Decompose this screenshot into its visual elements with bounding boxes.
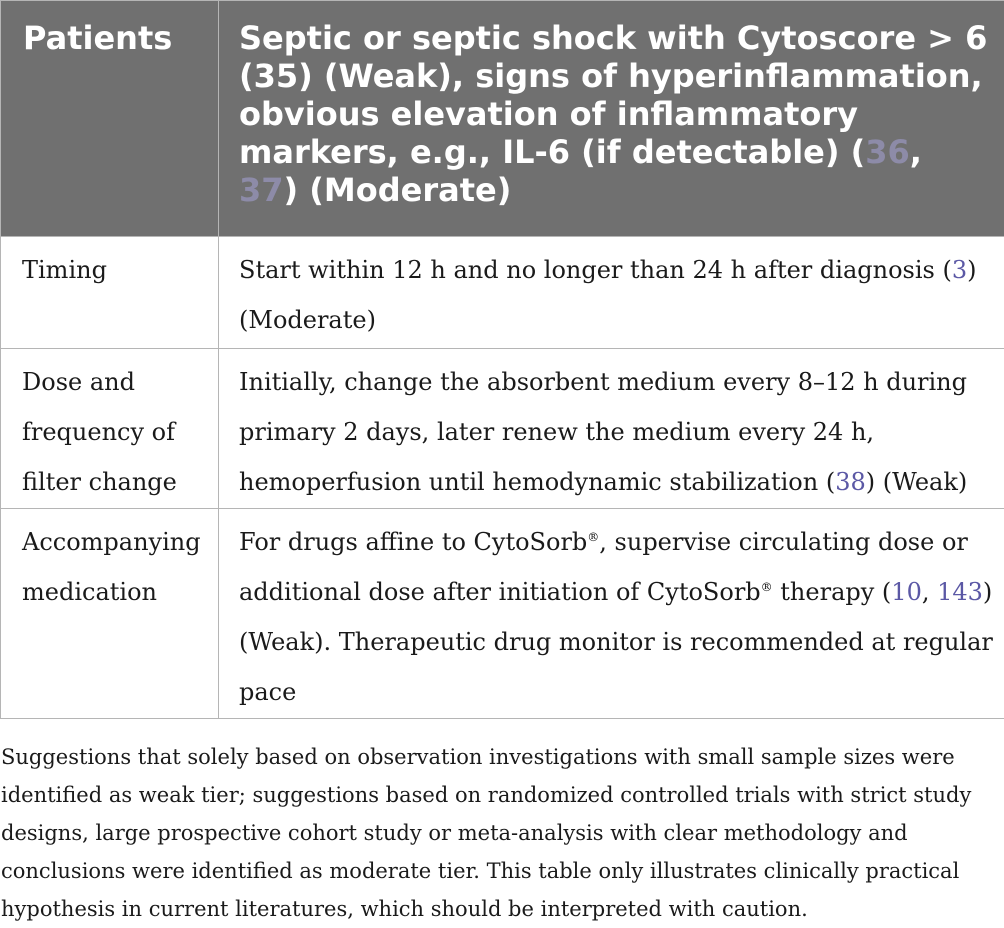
header-ref-36[interactable]: 36 [865, 133, 910, 171]
header-criteria-text: Septic or septic shock with Cytoscore > 6 (35) (Weak), signs of hyperinflammation, obvious elevation of inflammatory markers, e.g., IL-6 (if detectable) ( [239, 19, 987, 171]
table-row-medication [1, 509, 1004, 719]
medication-text: For drugs affine to CytoSorb [239, 528, 587, 556]
header-patients-label: Patients [1, 1, 219, 237]
row-label-timing: Timing [1, 237, 219, 349]
medication-text-3: therapy ( [773, 578, 892, 606]
table-row-timing [1, 237, 1004, 349]
row-label-dose: Dose and frequency of filter change [1, 349, 219, 509]
timing-text: Start within 12 h and no longer than 24 h after diagnosis ( [239, 256, 952, 284]
dose-tail: ) (Weak) [866, 468, 967, 496]
header-ref-separator: , [910, 133, 922, 171]
ref-38-link[interactable]: 38 [835, 468, 866, 496]
row-value-dose [219, 349, 1004, 509]
medication-text-2: , supervise circulating dose or additional dose after initiation of CytoSorb [239, 528, 968, 606]
ref-10-link[interactable]: 10 [891, 578, 922, 606]
medication-ref-separator: , [922, 578, 937, 606]
row-value-timing [219, 237, 1004, 349]
timing-tail: ) (Moderate) [239, 256, 976, 334]
table-footnote: Suggestions that solely based on observation investigations with small sample sizes were identified as weak tier; suggestions based on randomized controlled trials with strict study designs, large prospective cohort study or meta-analysis with clear methodology and conclusions were identified as moderate tier. This table only illustrates clinically practical hypothesis in current literatures, which should be interpreted with caution. [1, 738, 1001, 928]
registered-mark-2: ® [761, 580, 773, 594]
header-criteria-tail: ) (Moderate) [284, 171, 512, 209]
row-value-medication [219, 509, 1004, 719]
table-row-dose [1, 349, 1004, 509]
medication-tail: ) (Weak). Therapeutic drug monitor is recommended at regular pace [239, 578, 993, 706]
header-ref-37[interactable]: 37 [239, 171, 284, 209]
row-label-medication: Accompanying medication [1, 509, 219, 719]
table-header-row [1, 1, 1004, 237]
ref-143-link[interactable]: 143 [937, 578, 983, 606]
ref-3-link[interactable]: 3 [952, 256, 967, 284]
header-patients-criteria [219, 1, 1004, 237]
registered-mark: ® [587, 530, 599, 544]
dose-text: Initially, change the absorbent medium every 8–12 h during primary 2 days, later renew the medium every 24 h, hemoperfusion until hemodynamic stabilization ( [239, 368, 967, 496]
